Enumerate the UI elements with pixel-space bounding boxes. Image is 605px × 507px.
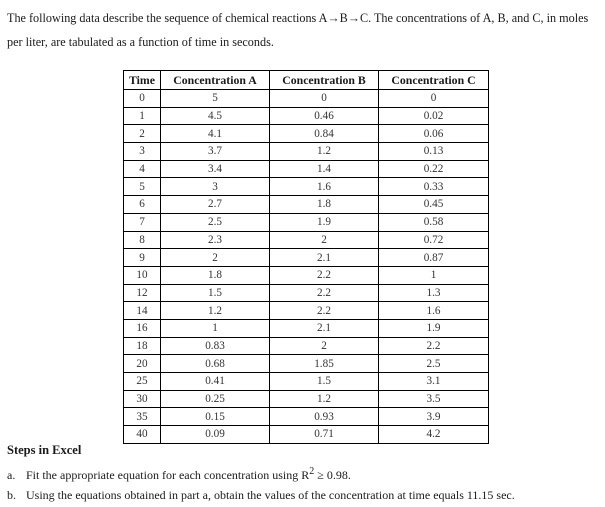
time-cell: 20 [124, 355, 161, 373]
step-b [7, 488, 515, 503]
time-cell: 16 [124, 319, 161, 337]
concentration-a-cell: 3.4 [161, 160, 270, 178]
step-a-text: Fit the appropriate equation for each concentration using R [26, 468, 310, 482]
concentration-a-cell: 4.1 [161, 125, 270, 143]
concentration-a-cell: 3.7 [161, 143, 270, 161]
concentration-a-cell: 2 [161, 249, 270, 267]
concentration-a-cell: 0.25 [161, 390, 270, 408]
time-cell: 18 [124, 337, 161, 355]
table-row [124, 231, 489, 249]
concentration-b-cell: 1.9 [270, 213, 379, 231]
table-row [124, 90, 489, 108]
concentration-table [123, 70, 489, 444]
concentration-b-cell: 1.85 [270, 355, 379, 373]
concentration-a-cell: 0.68 [161, 355, 270, 373]
time-cell: 0 [124, 90, 161, 108]
table-row [124, 213, 489, 231]
concentration-b-cell: 2 [270, 337, 379, 355]
concentration-c-cell: 0.13 [379, 143, 489, 161]
table-row [124, 178, 489, 196]
concentration-b-cell: 1.2 [270, 143, 379, 161]
table-row [124, 249, 489, 267]
concentration-c-cell: 1 [379, 266, 489, 284]
table-row [124, 284, 489, 302]
time-cell: 5 [124, 178, 161, 196]
concentration-b-cell: 2.2 [270, 302, 379, 320]
header-concentration-a: Concentration A [161, 71, 270, 90]
concentration-c-cell: 1.9 [379, 319, 489, 337]
header-time: Time [124, 71, 161, 90]
time-cell: 14 [124, 302, 161, 320]
concentration-c-cell: 0.58 [379, 213, 489, 231]
concentration-b-cell: 0.93 [270, 408, 379, 426]
concentration-c-cell: 0.02 [379, 107, 489, 125]
header-concentration-c: Concentration C [379, 71, 489, 90]
table-row [124, 302, 489, 320]
table-row [124, 390, 489, 408]
concentration-c-cell: 1.3 [379, 284, 489, 302]
step-a-superscript: 2 [309, 466, 315, 477]
concentration-c-cell: 0.22 [379, 160, 489, 178]
table-row [124, 196, 489, 214]
concentration-b-cell: 0.84 [270, 125, 379, 143]
concentration-c-cell: 0.87 [379, 249, 489, 267]
concentration-a-cell: 2.5 [161, 213, 270, 231]
time-cell: 40 [124, 426, 161, 444]
concentration-a-cell: 1.2 [161, 302, 270, 320]
concentration-b-cell: 1.4 [270, 160, 379, 178]
concentration-c-cell: 2.5 [379, 355, 489, 373]
time-cell: 4 [124, 160, 161, 178]
concentration-b-cell: 2.1 [270, 319, 379, 337]
concentration-c-cell: 0.33 [379, 178, 489, 196]
concentration-c-cell: 4.2 [379, 426, 489, 444]
concentration-c-cell: 3.5 [379, 390, 489, 408]
time-cell: 2 [124, 125, 161, 143]
step-a-text-end: ≥ 0.98. [314, 468, 351, 482]
table-body [124, 90, 489, 444]
step-a-marker: a. [7, 468, 16, 482]
step-a [7, 466, 351, 483]
concentration-a-cell: 0.15 [161, 408, 270, 426]
time-cell: 7 [124, 213, 161, 231]
concentration-c-cell: 0 [379, 90, 489, 108]
table-header-row [124, 71, 489, 90]
concentration-a-cell: 5 [161, 90, 270, 108]
concentration-b-cell: 1.2 [270, 390, 379, 408]
intro-paragraph: The following data describe the sequence of chemical reactions A→B→C. The concentrations of A, B, and C, in moles per liter, are tabulated as a function of time in seconds. [7, 11, 589, 49]
table-row [124, 355, 489, 373]
concentration-a-cell: 3 [161, 178, 270, 196]
step-b-text: Using the equations obtained in part a, obtain the values of the concentration at time equals 11.15 sec. [26, 488, 515, 502]
concentration-a-cell: 2.7 [161, 196, 270, 214]
concentration-a-cell: 4.5 [161, 107, 270, 125]
concentration-c-cell: 3.1 [379, 373, 489, 391]
time-cell: 1 [124, 107, 161, 125]
concentration-c-cell: 0.45 [379, 196, 489, 214]
table-row [124, 373, 489, 391]
concentration-b-cell: 0.71 [270, 426, 379, 444]
concentration-c-cell: 3.9 [379, 408, 489, 426]
header-concentration-b: Concentration B [270, 71, 379, 90]
table-row [124, 319, 489, 337]
time-cell: 3 [124, 143, 161, 161]
table-row [124, 266, 489, 284]
time-cell: 10 [124, 266, 161, 284]
concentration-c-cell: 0.06 [379, 125, 489, 143]
concentration-b-cell: 1.5 [270, 373, 379, 391]
concentration-a-cell: 0.41 [161, 373, 270, 391]
concentration-b-cell: 0.46 [270, 107, 379, 125]
concentration-c-cell: 2.2 [379, 337, 489, 355]
concentration-a-cell: 1.8 [161, 266, 270, 284]
table-row [124, 125, 489, 143]
table-row [124, 160, 489, 178]
table-row [124, 143, 489, 161]
concentration-a-cell: 0.09 [161, 426, 270, 444]
concentration-b-cell: 0 [270, 90, 379, 108]
time-cell: 30 [124, 390, 161, 408]
table-row [124, 426, 489, 444]
concentration-b-cell: 2.2 [270, 284, 379, 302]
concentration-c-cell: 0.72 [379, 231, 489, 249]
concentration-b-cell: 2.2 [270, 266, 379, 284]
time-cell: 8 [124, 231, 161, 249]
step-b-marker: b. [7, 488, 16, 502]
steps-title: Steps in Excel [7, 443, 82, 457]
concentration-b-cell: 1.6 [270, 178, 379, 196]
concentration-a-cell: 1 [161, 319, 270, 337]
time-cell: 25 [124, 373, 161, 391]
concentration-b-cell: 1.8 [270, 196, 379, 214]
concentration-a-cell: 2.3 [161, 231, 270, 249]
time-cell: 6 [124, 196, 161, 214]
table-row [124, 107, 489, 125]
time-cell: 12 [124, 284, 161, 302]
time-cell: 9 [124, 249, 161, 267]
concentration-a-cell: 1.5 [161, 284, 270, 302]
concentration-a-cell: 0.83 [161, 337, 270, 355]
time-cell: 35 [124, 408, 161, 426]
concentration-b-cell: 2.1 [270, 249, 379, 267]
concentration-c-cell: 1.6 [379, 302, 489, 320]
table-row [124, 337, 489, 355]
table-row [124, 408, 489, 426]
concentration-b-cell: 2 [270, 231, 379, 249]
